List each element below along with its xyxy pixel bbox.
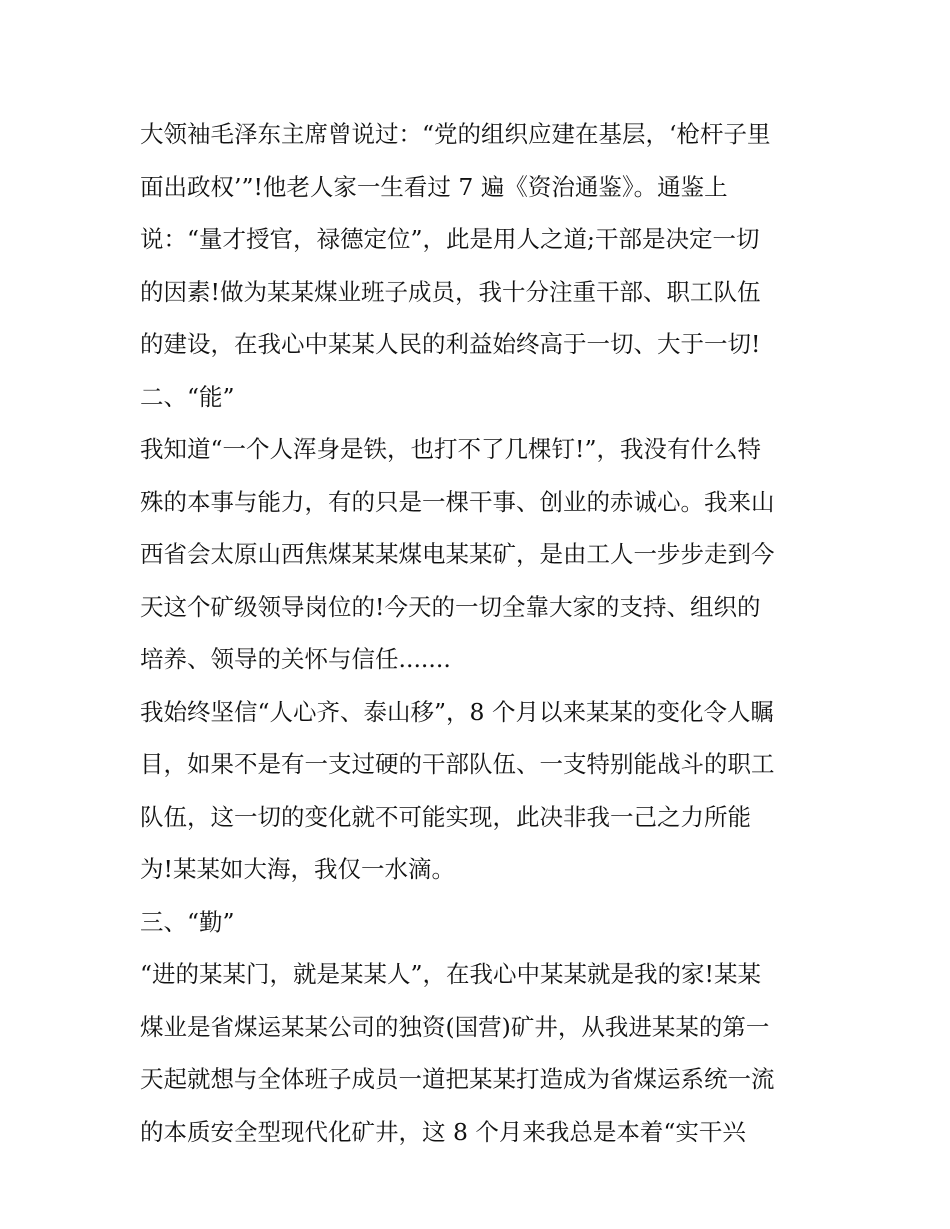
text-line: 我始终坚信“人心齐、泰山移”，8 个月以来某某的变化令人瞩 xyxy=(140,697,774,726)
section-heading: 三、“勤” xyxy=(140,907,235,936)
text-line: 为!某某如大海，我仅一水滴。 xyxy=(140,855,455,883)
text-line: 煤业是省煤运某某公司的独资(国营)矿井，从我进某某的第一 xyxy=(140,1012,770,1041)
text-line: 天这个矿级领导岗位的!今天的一切全靠大家的支持、组织的 xyxy=(140,592,761,621)
text-line: 的本质安全型现代化矿井，这 8 个月来我总是本着“实干兴 xyxy=(140,1117,746,1146)
body-text xyxy=(140,108,830,1158)
text-line: 天起就想与全体班子成员一道把某某打造成为省煤运系统一流 xyxy=(140,1065,775,1093)
text-line: 大领袖毛泽东主席曾说过：“党的组织应建在基层，‘枪杆子里 xyxy=(140,120,771,148)
text-line: 目，如果不是有一支过硬的干部队伍、一支特别能战斗的职工 xyxy=(140,750,775,778)
text-line: 殊的本事与能力，有的只是一棵干事、创业的赤诚心。我来山 xyxy=(140,487,775,516)
text-line: “进的某某门，就是某某人”，在我心中某某就是我的家!某某 xyxy=(140,960,761,988)
text-line: 队伍，这一切的变化就不可能实现，此决非我一己之力所能 xyxy=(140,802,751,831)
text-line: 西省会太原山西焦煤某某煤电某某矿，是由工人一步步走到今 xyxy=(140,540,775,568)
section-heading: 二、“能” xyxy=(140,382,235,411)
text-line: 说：“量才授官，禄德定位”，此是用人之道;干部是决定一切 xyxy=(140,225,760,253)
text-line: 我知道“一个人浑身是铁，也打不了几棵钉!”，我没有什么特 xyxy=(140,435,761,463)
text-line: 培养、领导的关怀与信任....... xyxy=(140,645,451,673)
text-line: 面出政权’”!他老人家一生看过 7 遍《资治通鉴》。通鉴上 xyxy=(140,172,728,201)
text-line: 的建设，在我心中某某人民的利益始终高于一切、大于一切! xyxy=(140,330,761,358)
text-line: 的因素!做为某某煤业班子成员，我十分注重干部、职工队伍 xyxy=(140,277,761,306)
